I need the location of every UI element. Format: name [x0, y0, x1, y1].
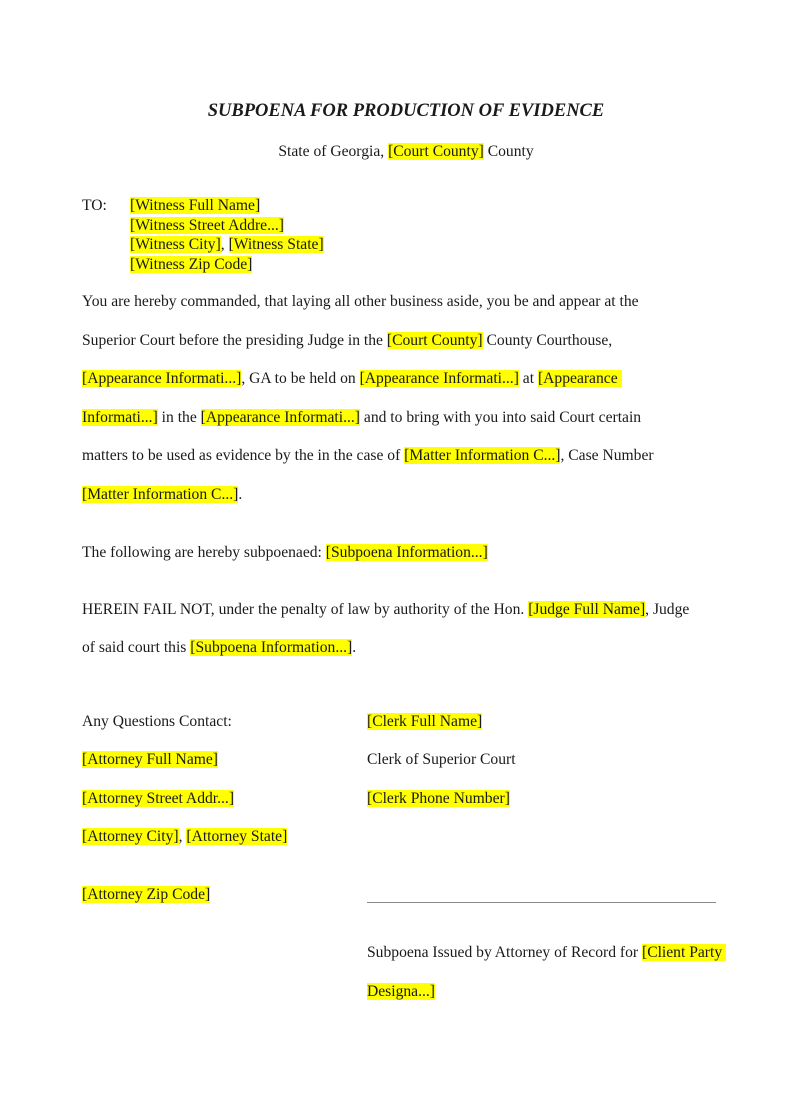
matter-info-field[interactable]: [Matter Information C...]: [404, 447, 561, 464]
state-suffix: County: [483, 143, 534, 160]
command-line-3: [82, 369, 622, 389]
witness-street-line: [130, 216, 284, 236]
text: of said court this: [82, 639, 191, 656]
attorney-name-line: [82, 750, 218, 770]
separator: ,: [220, 236, 229, 253]
attorney-zip-field[interactable]: [Attorney Zip Code]: [82, 886, 211, 903]
issued-line-2: [367, 982, 435, 1002]
attorney-state-field[interactable]: [Attorney State]: [186, 828, 288, 845]
issued-line-1: [367, 943, 726, 963]
command-line-6: [82, 485, 242, 505]
text: matters to be used as evidence by the in the case of: [82, 447, 405, 464]
command-line-4: [82, 408, 641, 428]
text: Subpoena Issued by Attorney of Record for: [367, 944, 642, 961]
clerk-title: Clerk of Superior Court: [367, 751, 516, 768]
text: , Case Number: [560, 447, 654, 464]
attorney-street-address-field[interactable]: [Attorney Street Addr...]: [82, 790, 235, 807]
judge-full-name-field[interactable]: [Judge Full Name]: [528, 601, 646, 618]
client-party-field[interactable]: Designa...]: [367, 983, 435, 1000]
witness-street-address-field[interactable]: [Witness Street Addre...]: [130, 217, 284, 234]
appearance-info-field[interactable]: [Appearance: [537, 370, 622, 387]
appearance-info-field[interactable]: Informati...]: [82, 409, 158, 426]
command-line-5: [82, 446, 654, 466]
to-label: TO:: [82, 197, 107, 214]
signature-line: [367, 902, 716, 903]
text: .: [238, 486, 243, 503]
attorney-full-name-field[interactable]: [Attorney Full Name]: [82, 751, 218, 768]
subpoenaed-line: [82, 543, 488, 563]
subpoena-info-field[interactable]: [Subpoena Information...]: [190, 639, 353, 656]
fail-not-line-1: [82, 600, 689, 620]
court-county-field[interactable]: [Court County]: [388, 143, 484, 160]
text: Superior Court before the presiding Judge in the: [82, 332, 387, 349]
text: and to bring with you into said Court certain: [360, 409, 642, 426]
text: , GA to be held on: [241, 370, 360, 387]
clerk-phone-line: [367, 789, 510, 809]
text: at: [518, 370, 538, 387]
text: , Judge: [645, 601, 690, 618]
text: in the: [157, 409, 201, 426]
subpoena-info-field[interactable]: [Subpoena Information...]: [325, 544, 488, 561]
text: County Courthouse,: [482, 332, 613, 349]
text: .: [352, 639, 357, 656]
witness-full-name-field[interactable]: [Witness Full Name]: [130, 197, 261, 214]
witness-zip-line: [130, 255, 252, 275]
appearance-info-field[interactable]: [Appearance Informati...]: [359, 370, 519, 387]
witness-city-state-line: [130, 235, 324, 255]
text: The following are hereby subpoenaed:: [82, 544, 326, 561]
client-party-field[interactable]: [Client Party: [642, 944, 727, 961]
appearance-info-field[interactable]: [Appearance Informati...]: [82, 370, 242, 387]
command-line-1: You are hereby commanded, that laying all other business aside, you be and appear at the: [82, 293, 639, 310]
attorney-street-line: [82, 789, 234, 809]
witness-name-line: [130, 196, 260, 216]
command-line-2: [82, 331, 612, 351]
attorney-city-state-line: [82, 827, 287, 847]
clerk-full-name-field[interactable]: [Clerk Full Name]: [367, 713, 483, 730]
clerk-phone-field[interactable]: [Clerk Phone Number]: [367, 790, 510, 807]
witness-state-field[interactable]: [Witness State]: [228, 236, 324, 253]
state-line: [0, 142, 800, 162]
matter-info-field[interactable]: [Matter Information C...]: [82, 486, 239, 503]
witness-city-field[interactable]: [Witness City]: [130, 236, 221, 253]
state-prefix: State of Georgia,: [278, 143, 389, 160]
contact-label: Any Questions Contact:: [82, 713, 232, 730]
attorney-zip-line: [82, 885, 210, 905]
separator: ,: [178, 828, 187, 845]
witness-zip-field[interactable]: [Witness Zip Code]: [130, 256, 253, 273]
appearance-info-field[interactable]: [Appearance Informati...]: [200, 409, 360, 426]
court-county-field[interactable]: [Court County]: [386, 332, 483, 349]
text: HEREIN FAIL NOT, under the penalty of law by authority of the Hon.: [82, 601, 529, 618]
document-title: SUBPOENA FOR PRODUCTION OF EVIDENCE: [207, 101, 605, 121]
clerk-name-line: [367, 712, 482, 732]
fail-not-line-2: [82, 638, 356, 658]
attorney-city-field[interactable]: [Attorney City]: [82, 828, 179, 845]
